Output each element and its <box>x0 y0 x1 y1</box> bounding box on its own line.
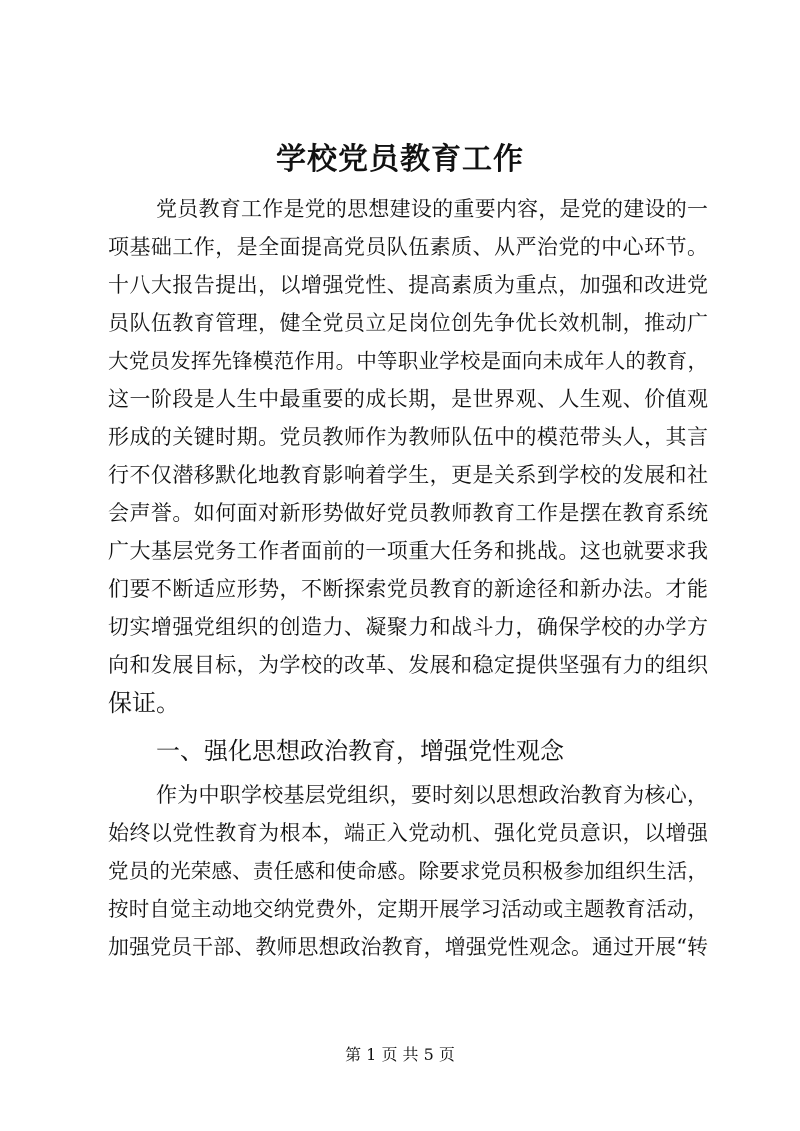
paragraph-line: 行不仅潜移默化地教育影响着学生，更是关系到学校的发展和社 <box>108 463 708 487</box>
paragraph-line: 按时自觉主动地交纳党费外，定期开展学习活动或主题教育活动， <box>108 897 708 921</box>
page-number-footer: 第 1 页 共 5 页 <box>345 1045 455 1064</box>
section-heading: 一、强化思想政治教育，增强党性观念 <box>156 737 564 765</box>
paragraph-line: 形成的关键时期。党员教师作为教师队伍中的模范带头人，其言 <box>108 425 708 449</box>
paragraph-line: 们要不断适应形势，不断探索党员教育的新途径和新办法。才能 <box>108 577 708 601</box>
paragraph-line: 员队伍教育管理，健全党员立足岗位创先争优长效机制，推动广 <box>108 311 708 335</box>
paragraph-line: 会声誉。如何面对新形势做好党员教师教育工作是摆在教育系统 <box>108 501 708 525</box>
paragraph-line: 这一阶段是人生中最重要的成长期，是世界观、人生观、价值观 <box>108 387 708 411</box>
paragraph-line: 广大基层党务工作者面前的一项重大任务和挑战。这也就要求我 <box>108 539 708 563</box>
paragraph-line: 十八大报告提出，以增强党性、提高素质为重点，加强和改进党 <box>108 273 708 297</box>
paragraph-line: 项基础工作，是全面提高党员队伍素质、从严治党的中心环节。 <box>108 235 708 259</box>
paragraph-line: 党员的光荣感、责任感和使命感。除要求党员积极参加组织生活， <box>108 859 708 883</box>
paragraph-line: 向和发展目标，为学校的改革、发展和稳定提供坚强有力的组织 <box>108 653 708 677</box>
paragraph-line: 大党员发挥先锋模范作用。中等职业学校是面向未成年人的教育， <box>108 349 708 373</box>
document-title: 学校党员教育工作 <box>276 142 524 177</box>
paragraph-line: 作为中职学校基层党组织，要时刻以思想政治教育为核心， <box>156 783 708 807</box>
paragraph-line: 切实增强党组织的创造力、凝聚力和战斗力，确保学校的办学方 <box>108 615 708 639</box>
paragraph-line: 始终以党性教育为根本，端正入党动机、强化党员意识，以增强 <box>108 821 708 845</box>
paragraph-line: 党员教育工作是党的思想建设的重要内容，是党的建设的一 <box>156 197 708 221</box>
paragraph-line: 保证。 <box>108 689 180 717</box>
paragraph-line: 加强党员干部、教师思想政治教育，增强党性观念。通过开展“转 <box>108 935 708 959</box>
